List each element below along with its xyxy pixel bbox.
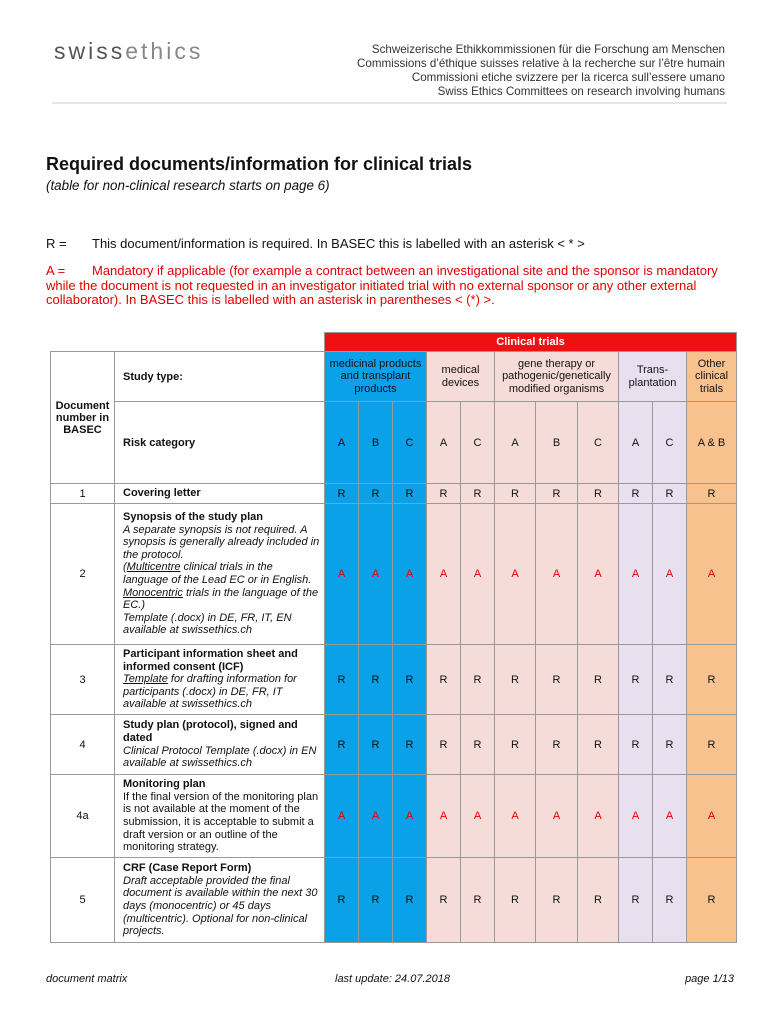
table-row — [51, 645, 737, 715]
req-cell: R — [578, 858, 619, 943]
req-cell: A — [619, 504, 653, 645]
row-doc-number: 5 — [51, 858, 115, 943]
header-line-en: Swiss Ethics Committees on research involving humans — [437, 85, 725, 98]
req-cell: R — [427, 715, 461, 775]
req-cell: R — [461, 484, 495, 504]
req-cell: R — [653, 715, 687, 775]
req-cell: A — [427, 775, 461, 858]
row-title: CRF (Case Report Form) — [123, 862, 252, 875]
req-cell: A — [687, 775, 737, 858]
req-cell: A — [359, 504, 393, 645]
risk-cat-cell: B — [536, 402, 578, 484]
req-cell: A — [461, 504, 495, 645]
req-cell: R — [536, 484, 578, 504]
swissethics-logo: swissethics — [54, 38, 204, 64]
row-note: Draft acceptable provided the final document is available within the next 30 days (monocentric) or 45 days (multicentric). Optional for non-clinical projects. — [123, 874, 318, 938]
req-cell: R — [393, 715, 427, 775]
req-cell: R — [619, 858, 653, 943]
risk-cat-cell: C — [461, 402, 495, 484]
req-cell: A — [325, 504, 359, 645]
study-type-transplantation: Trans-plantation — [619, 352, 687, 402]
req-cell: R — [393, 645, 427, 715]
row-title: Covering letter — [123, 487, 201, 500]
req-cell: R — [427, 858, 461, 943]
row-doc-number: 2 — [51, 504, 115, 645]
row-note: If the final version of the monitoring plan is not available at the moment of the submission, it is acceptable to submit a draft version or an outline of the monitoring strategy. — [123, 790, 319, 854]
req-cell: A — [393, 504, 427, 645]
footer-last-update: last update: 24.07.2018 — [335, 973, 450, 985]
req-cell: A — [653, 504, 687, 645]
row-doc-number: 4 — [51, 715, 115, 775]
row-note: (Multicentre clinical trials in the language of the Lead EC or in English. Monocentric trials in the language of the EC.) — [123, 561, 319, 612]
req-cell: R — [461, 715, 495, 775]
req-cell: R — [578, 715, 619, 775]
req-cell: R — [495, 858, 536, 943]
req-cell: A — [578, 504, 619, 645]
risk-cat-cell: A — [427, 402, 461, 484]
row-title: Monitoring plan — [123, 778, 206, 791]
req-cell: A — [619, 775, 653, 858]
req-cell: R — [495, 715, 536, 775]
row-title: Study plan (protocol), signed and dated — [123, 719, 298, 744]
row-note: A separate synopsis is not required. A synopsis is generally already included in the protocol. — [123, 523, 320, 561]
study-type-medicinal: medicinal products and transplant products — [325, 352, 427, 402]
risk-cat-cell: A — [325, 402, 359, 484]
req-cell: R — [495, 484, 536, 504]
req-cell: R — [495, 645, 536, 715]
row-doc-number: 1 — [51, 484, 115, 504]
row-title: Participant information sheet and informed consent (ICF) — [123, 648, 298, 673]
legend-r — [46, 236, 585, 251]
req-cell: A — [427, 504, 461, 645]
legend-r-text: This document/information is required. In BASEC this is labelled with an asterisk < * > — [92, 236, 585, 251]
doc-number-header: Document number in BASEC — [51, 352, 115, 484]
req-cell: R — [536, 715, 578, 775]
header-line-it: Commissioni etiche svizzere per la ricerca sull’essere umano — [411, 71, 725, 84]
req-cell: R — [427, 645, 461, 715]
legend-a-text: Mandatory if applicable (for example a contract between an investigational site and the sponsor is mandatory while the document is not requested in an investigator initiated trial with no external sponsor or any other external collaborator). In BASEC this is labelled with an asterisk in parentheses < (*) >. — [46, 263, 718, 307]
req-cell: A — [393, 775, 427, 858]
req-cell: R — [687, 858, 737, 943]
req-cell: A — [687, 504, 737, 645]
row-note: Template (.docx) in DE, FR, IT, EN available at swissethics.ch — [123, 611, 292, 637]
req-cell: R — [619, 715, 653, 775]
footer-doc-name: document matrix — [46, 973, 128, 985]
req-cell: R — [359, 484, 393, 504]
risk-category-label: Risk category — [115, 402, 325, 484]
row-note: Clinical Protocol Template (.docx) in EN available at swissethics.ch — [123, 744, 317, 770]
study-type-devices: medical devices — [427, 352, 495, 402]
req-cell: A — [536, 775, 578, 858]
req-cell: R — [687, 645, 737, 715]
header-line-de: Schweizerische Ethikkommissionen für die Forschung am Menschen — [371, 43, 725, 56]
row-title: Synopsis of the study plan — [123, 511, 263, 524]
req-cell: A — [653, 775, 687, 858]
legend-r-key: R = — [46, 236, 67, 251]
study-type-gene-therapy: gene therapy or pathogenic/genetically modified organisms — [495, 352, 619, 402]
req-cell: R — [619, 645, 653, 715]
req-cell: R — [687, 715, 737, 775]
req-cell: R — [427, 484, 461, 504]
risk-cat-cell: B — [359, 402, 393, 484]
req-cell: A — [495, 504, 536, 645]
req-cell: R — [536, 645, 578, 715]
req-cell: R — [359, 858, 393, 943]
study-type-other: Other clinical trials — [687, 352, 737, 402]
req-cell: R — [325, 858, 359, 943]
legend-a-key: A = — [46, 263, 66, 278]
committee-header — [357, 43, 725, 99]
req-cell: R — [536, 858, 578, 943]
req-cell: A — [461, 775, 495, 858]
req-cell: A — [536, 504, 578, 645]
req-cell: A — [359, 775, 393, 858]
footer-page-number: page 1/13 — [685, 973, 734, 985]
req-cell: R — [461, 645, 495, 715]
req-cell: R — [359, 715, 393, 775]
risk-cat-cell: A & B — [687, 402, 737, 484]
table-row — [51, 484, 737, 504]
row-note: Template for drafting information for participants (.docx) in DE, FR, IT available at swissethics.ch — [123, 673, 297, 711]
req-cell: R — [578, 484, 619, 504]
row-doc-number: 3 — [51, 645, 115, 715]
risk-cat-cell: A — [495, 402, 536, 484]
legend-a — [46, 264, 722, 308]
req-cell: R — [578, 645, 619, 715]
table-row — [51, 504, 737, 645]
table-row — [51, 715, 737, 775]
table-row — [51, 775, 737, 858]
req-cell: A — [495, 775, 536, 858]
req-cell: R — [461, 858, 495, 943]
req-cell: R — [325, 484, 359, 504]
req-cell: R — [653, 484, 687, 504]
clinical-trials-header: Clinical trials — [325, 333, 737, 352]
req-cell: R — [359, 645, 393, 715]
req-cell: R — [687, 484, 737, 504]
risk-cat-cell: A — [619, 402, 653, 484]
req-cell: A — [578, 775, 619, 858]
req-cell: R — [653, 645, 687, 715]
req-cell: R — [393, 858, 427, 943]
req-cell: R — [325, 645, 359, 715]
page-title: Required documents/information for clinical trials — [46, 154, 473, 174]
header-line-fr: Commissions d’éthique suisses relative à la recherche sur l’être humain — [357, 57, 725, 70]
risk-cat-cell: C — [653, 402, 687, 484]
req-cell: R — [393, 484, 427, 504]
row-doc-number: 4a — [51, 775, 115, 858]
study-type-label: Study type: — [115, 352, 325, 402]
page-subtitle: (table for non-clinical research starts on page 6) — [46, 178, 330, 193]
req-cell: R — [619, 484, 653, 504]
req-cell: R — [653, 858, 687, 943]
risk-cat-cell: C — [393, 402, 427, 484]
risk-cat-cell: C — [578, 402, 619, 484]
header-divider — [52, 102, 727, 104]
document-matrix-table — [50, 332, 737, 943]
table-row — [51, 858, 737, 943]
req-cell: A — [325, 775, 359, 858]
req-cell: R — [325, 715, 359, 775]
